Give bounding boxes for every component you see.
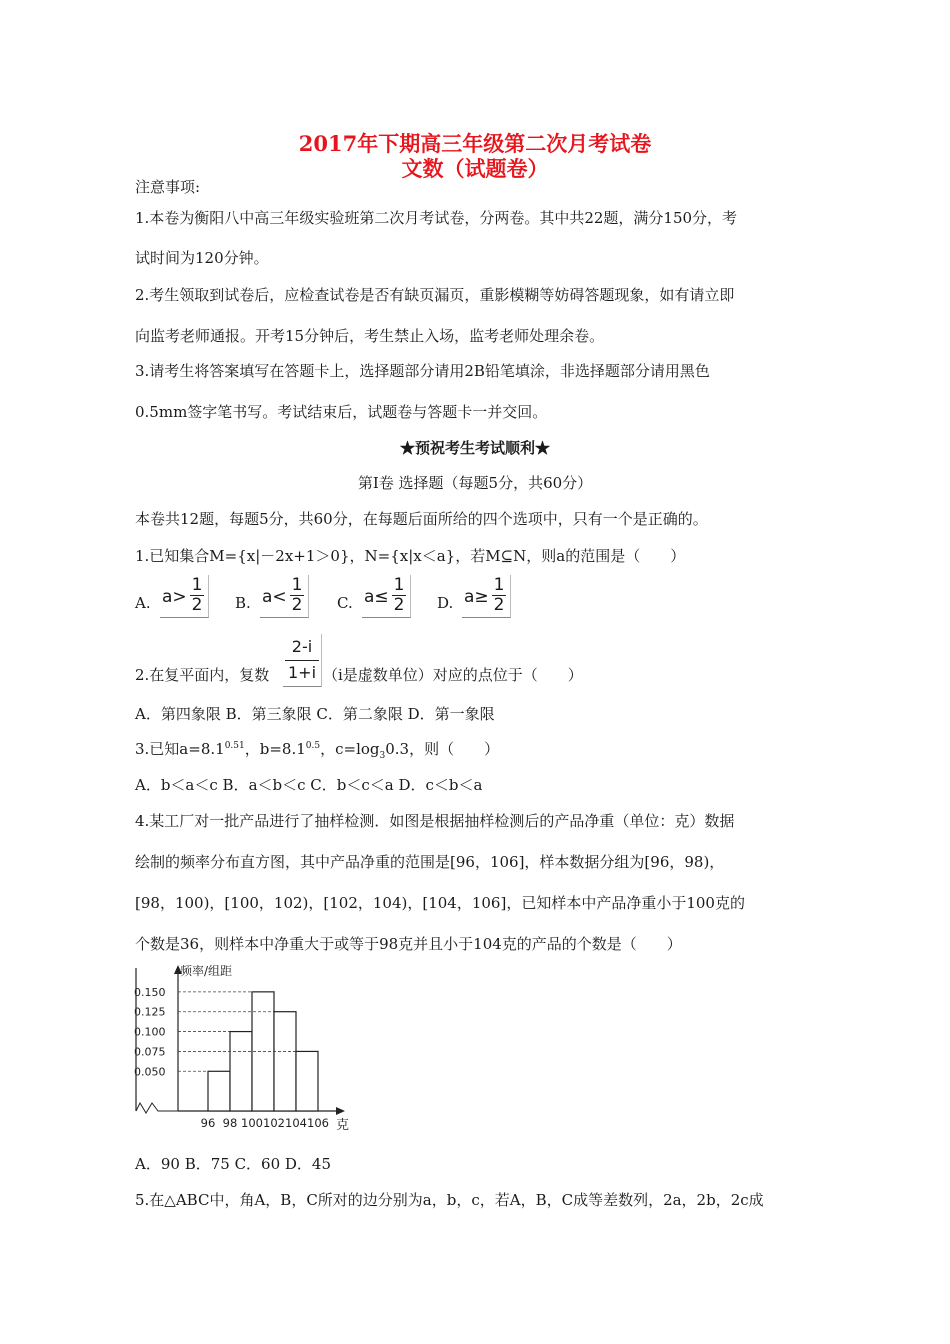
fraction-denominator: 1+i [287, 663, 317, 682]
question-3-options: A．b＜a＜c B．a＜b＜c C．b＜c＜a D．c＜b＜a [135, 776, 483, 794]
fraction-numerator: 1 [291, 575, 303, 595]
question-4-line: 绘制的频率分布直方图，其中产品净重的范围是[96，106]，样本数据分组为[96，98)， [135, 853, 725, 871]
question-4-line: 4.某工厂对一批产品进行了抽样检测．如图是根据抽样检测后的产品净重（单位：克）数据 [135, 812, 735, 830]
y-tick-label: 0.150 [134, 985, 166, 999]
question-1-stem: 1.已知集合M={x|－2x+1＞0}，N={x|x＜a}，若M⊆N，则a的范围是（ ） [135, 547, 686, 565]
fraction-numerator: 2-i [291, 637, 313, 656]
question-2-options: A．第四象限 B．第三象限 C．第二象限 D．第一象限 [135, 705, 495, 723]
y-tick-label: 0.100 [134, 1025, 166, 1039]
fraction-numerator: 1 [393, 575, 405, 595]
question-3-stem: 3.已知$a=8.1^{0.51}$，$b=8.1^{0.5}$，$c=\log_30.3$，则（ ） [135, 740, 500, 761]
inequality-relation: a> [162, 587, 187, 607]
x-tick-label: 98 [222, 1116, 238, 1130]
notes-line: 向监考老师通报。开考15分钟后，考生禁止入场，监考老师处理余卷。 [135, 327, 605, 345]
histogram-bar [208, 1071, 230, 1111]
notes-line: 试时间为120分钟。 [135, 249, 269, 267]
inequality-relation: a≥ [464, 587, 489, 607]
option-label: C. [337, 594, 353, 612]
question-4-line: [98，100)，[100，102)，[102，104)，[104，106]，已知样本中产品净重小于100克的 [135, 894, 745, 912]
frequency-histogram [130, 962, 355, 1134]
x-tick-label: 102 [263, 1116, 285, 1130]
notes-heading: 注意事项: [135, 178, 201, 196]
histogram-bar [230, 1032, 252, 1111]
x-tick-label: 100 [241, 1116, 263, 1130]
x-tick-label: 104 [285, 1116, 307, 1130]
notes-line: 2.考生领取到试卷后，应检查试卷是否有缺页漏页，重影模糊等妨碍答题现象，如有请立即 [135, 286, 735, 304]
fraction-denominator: 2 [393, 595, 405, 615]
fraction-denominator: 2 [191, 595, 203, 615]
notes-line: 1.本卷为衡阳八中高三年级实验班第二次月考试卷，分两卷。其中共22题，满分150分，考 [135, 209, 738, 227]
question-2-stem-before: 2.在复平面内，复数 [135, 666, 270, 684]
option-label: B. [235, 594, 251, 612]
inequality-relation: a≤ [364, 587, 389, 607]
option-inequality [260, 575, 309, 618]
question-4-line: 个数是36，则样本中净重大于或等于98克并且小于104克的产品的个数是（ ） [135, 935, 682, 953]
fraction [392, 576, 406, 615]
section-heading: 第Ⅰ卷 选择题（每题5分，共60分） [357, 474, 593, 492]
fraction [290, 576, 304, 615]
y-tick-label: 0.075 [134, 1045, 166, 1059]
option-inequality [462, 575, 511, 618]
notes-line: 0.5mm签字笔书写。考试结束后，试题卷与答题卡一并交回。 [135, 403, 548, 421]
x-tick-label: 106 [307, 1116, 329, 1130]
axis-break-zigzag [136, 1103, 178, 1113]
y-tick-label: 0.050 [134, 1065, 166, 1079]
good-luck-wish: ★预祝考生考试顺利★ [399, 439, 550, 457]
option-inequality [362, 575, 411, 618]
question-4-options: A．90 B．75 C．60 D．45 [135, 1155, 332, 1173]
y-axis-label: 频率/组距 [180, 964, 233, 978]
fraction-denominator: 2 [493, 595, 505, 615]
fraction-numerator: 1 [191, 575, 203, 595]
fraction [492, 576, 506, 615]
question-2-fraction [283, 634, 322, 687]
question-2-stem-after: （i是虚数单位）对应的点位于（ ） [323, 666, 583, 684]
section-intro: 本卷共12题，每题5分，共60分，在每题后面所给的四个选项中，只有一个是正确的。 [135, 510, 708, 528]
inequality-relation: a< [262, 587, 287, 607]
x-axis-label: 克 [336, 1118, 350, 1133]
x-tick-label: 96 [200, 1116, 216, 1130]
fraction-numerator: 1 [493, 575, 505, 595]
option-label: D. [437, 594, 454, 612]
histogram-bar [274, 1012, 296, 1111]
histogram-bar [296, 1051, 318, 1111]
exam-title: 2017年下期高三年级第二次月考试卷 [298, 131, 652, 156]
y-tick-label: 0.125 [134, 1005, 166, 1019]
question-5-stem: 5.在△ABC中，角A，B，C所对的边分别为a，b，c，若A，B，C成等差数列，2a，2b，2c成 [135, 1191, 764, 1209]
fraction-denominator: 2 [291, 595, 303, 615]
notes-line: 3.请考生将答案填写在答题卡上，选择题部分请用2B铅笔填涂，非选择题部分请用黑色 [135, 362, 710, 380]
exam-subtitle: 文数（试题卷） [401, 156, 549, 181]
fraction [190, 576, 204, 615]
fraction-bar [285, 660, 319, 661]
option-label: A. [135, 594, 151, 612]
option-inequality [160, 575, 209, 618]
x-axis-arrow [336, 1107, 345, 1115]
